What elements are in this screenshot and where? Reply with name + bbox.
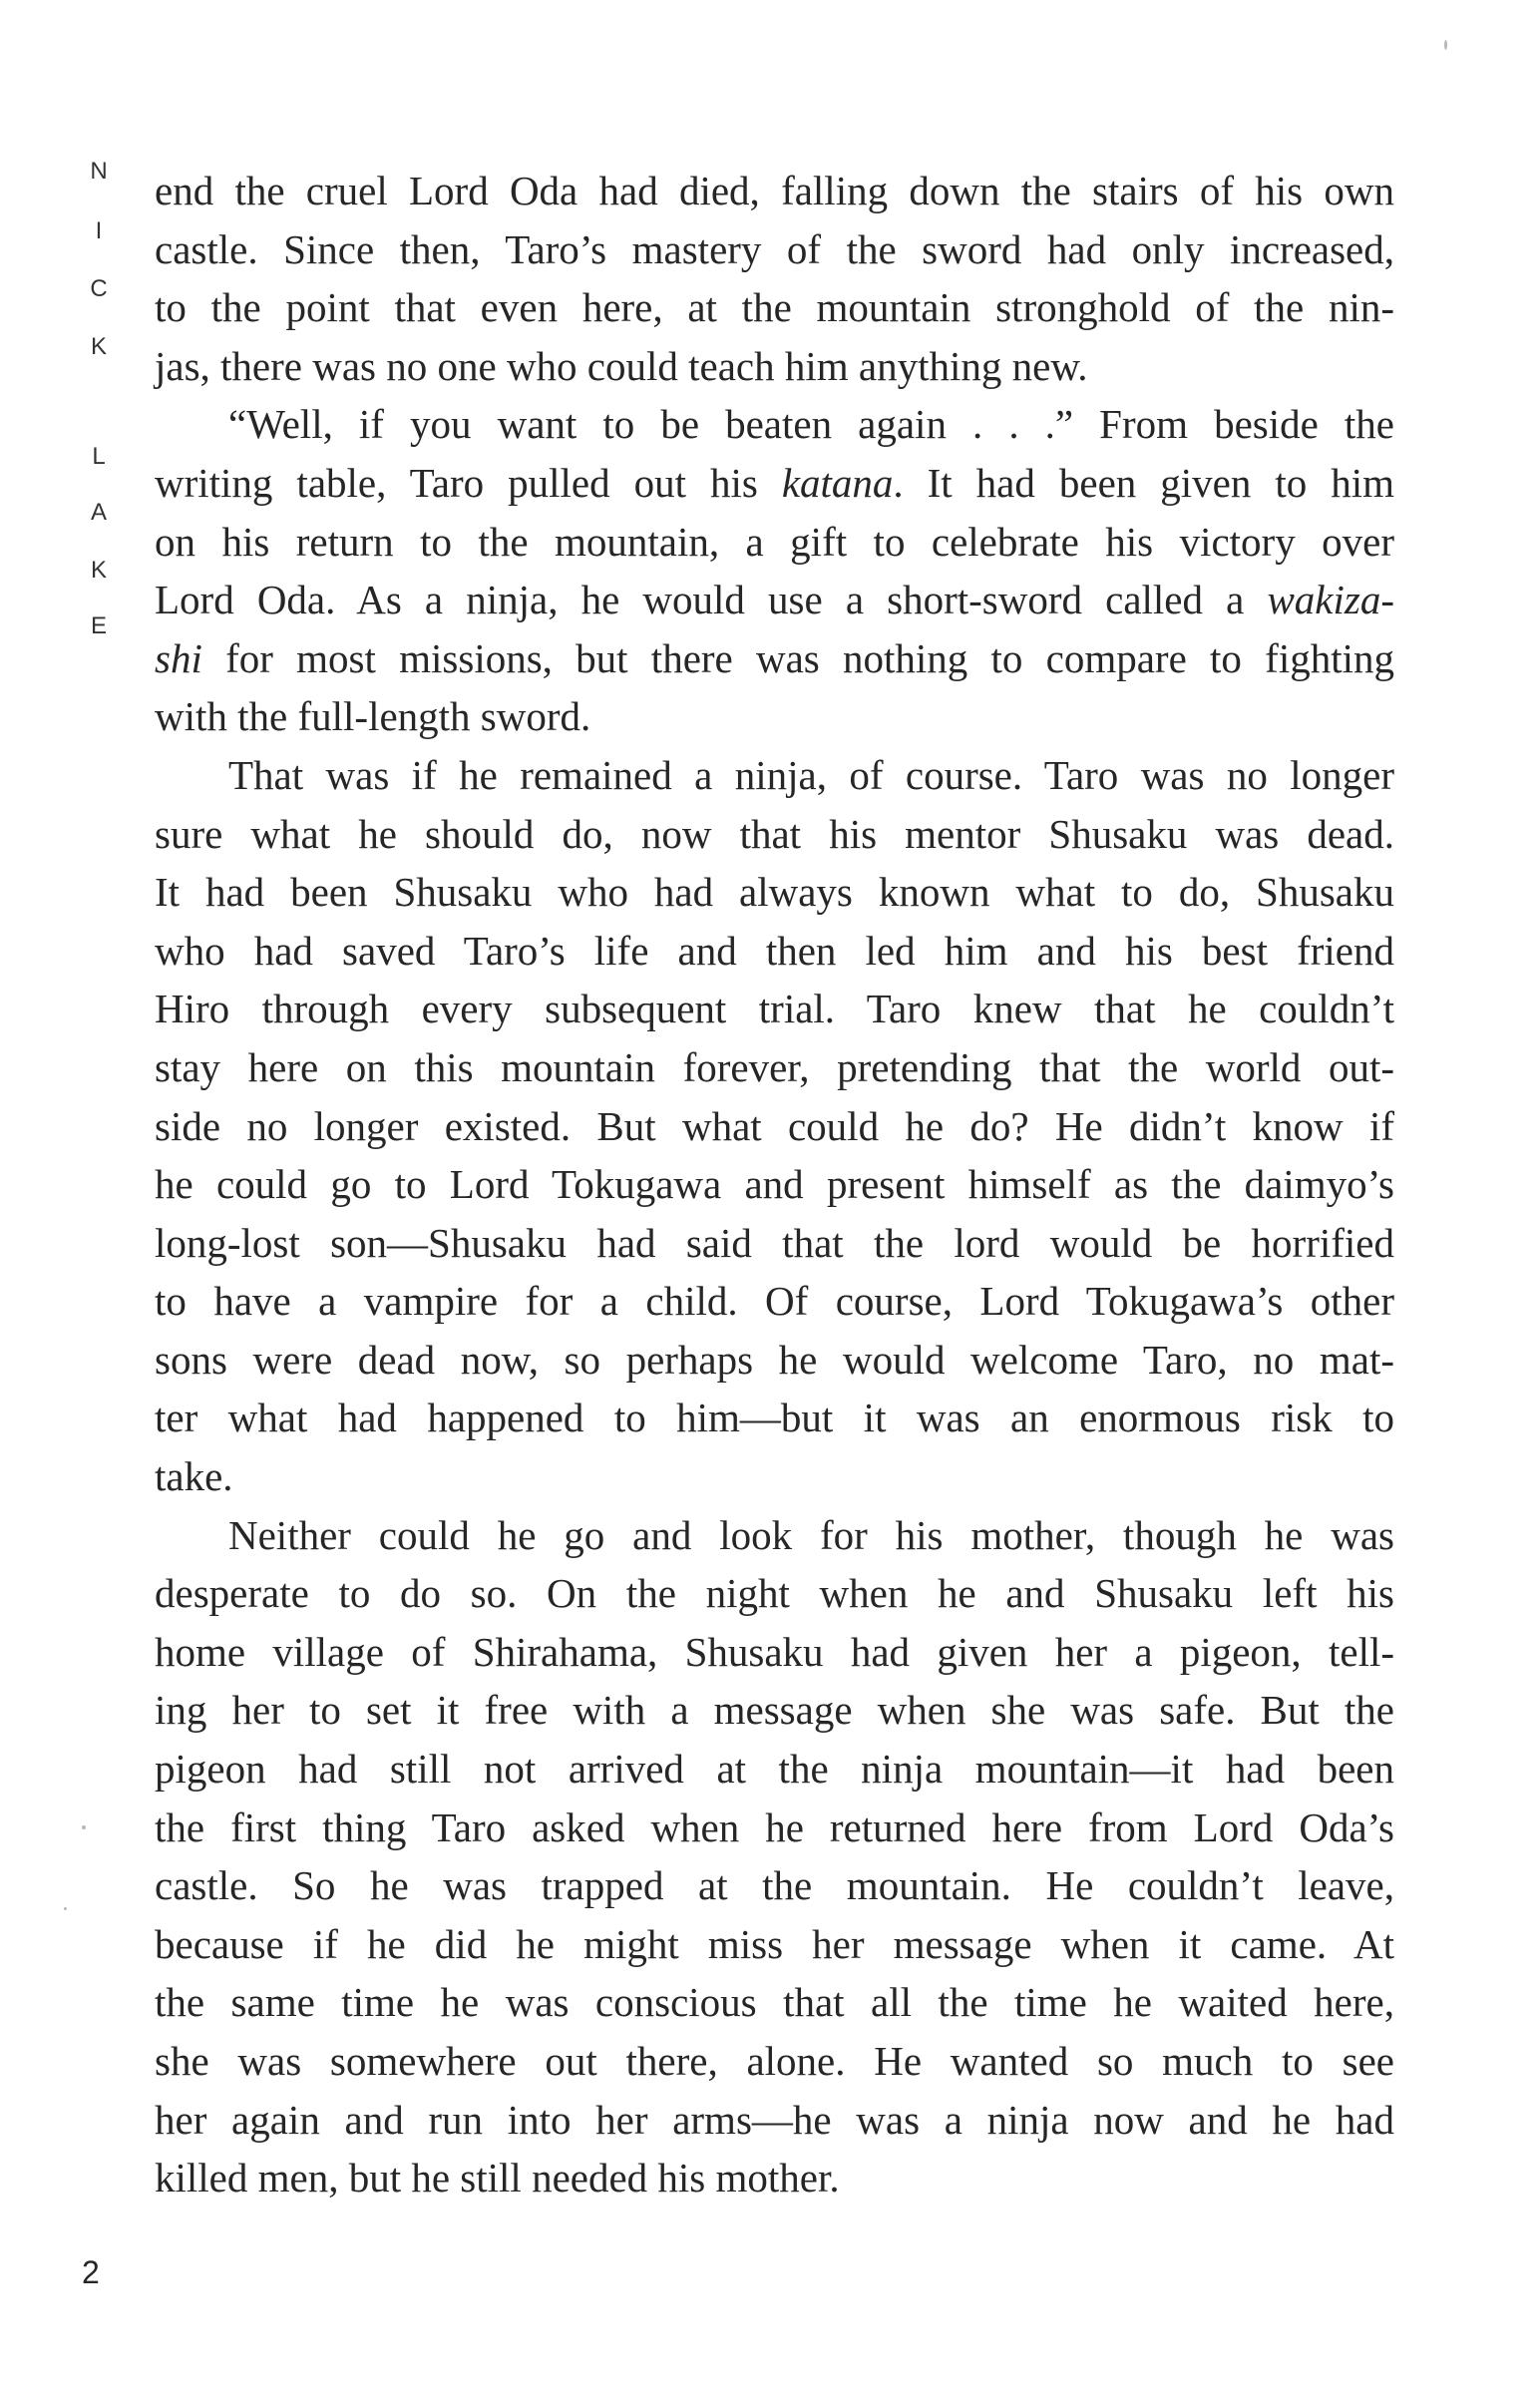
italic-term-wakizashi-part1: wakiza- <box>1267 577 1394 623</box>
text-line: That was if he remained a ninja, of course. Taro was no longer <box>228 751 1394 798</box>
text-line: It had been Shusaku who had always known what to do, Shusaku <box>155 869 1394 916</box>
text-line: he could go to Lord Tokugawa and present himself as the daimyo’s <box>155 1161 1394 1208</box>
text-line: side no longer existed. But what could he do? He didn’t know if <box>155 1102 1394 1149</box>
scan-speck <box>1444 40 1447 50</box>
text-line: desperate to do so. On the night when he and Shusaku left his <box>155 1570 1394 1617</box>
text-line: to have a vampire for a child. Of course, Lord Tokugawa’s other <box>155 1278 1394 1325</box>
running-head-letter: K <box>90 557 107 584</box>
text-line: ing her to set it free with a message when she was safe. But the <box>155 1687 1394 1734</box>
text-line <box>155 571 1394 629</box>
text-line: sure what he should do, now that his mentor Shusaku was dead. <box>155 810 1394 857</box>
text-line: her again and run into her arms—he was a ninja now and he had <box>155 2096 1394 2143</box>
paragraph-3 <box>155 746 1394 1506</box>
text-run: for most missions, but there was nothing to compare to fighting <box>201 634 1394 681</box>
text-line: sons were dead now, so perhaps he would welcome Taro, no mat- <box>155 1336 1394 1383</box>
text-line: Neither could he go and look for his mother, though he was <box>228 1511 1394 1558</box>
text-line: home village of Shirahama, Shusaku had given her a pigeon, tell- <box>155 1628 1394 1675</box>
scan-speck <box>64 1907 67 1910</box>
text-line <box>155 454 1394 513</box>
running-head-letter: C <box>90 275 108 302</box>
paragraph-4 <box>155 1506 1394 2207</box>
text-line: pigeon had still not arrived at the ninja mountain—it had been <box>155 1746 1394 1793</box>
paragraph-1 <box>155 162 1394 395</box>
text-line: stay here on this mountain forever, pretending that the world out- <box>155 1043 1394 1090</box>
text-line: Hiro through every subsequent trial. Taro knew that he couldn’t <box>155 986 1394 1032</box>
text-run: . It had been given to him <box>893 459 1394 506</box>
text-line: on his return to the mountain, a gift to celebrate his victory over <box>155 518 1394 565</box>
text-line <box>155 629 1394 688</box>
text-line: the same time he was conscious that all the time he waited here, <box>155 1979 1394 2026</box>
scan-speck <box>82 1825 86 1829</box>
text-line: with the full-length sword. <box>155 693 591 740</box>
text-line: “Well, if you want to be beaten again . . .” From beside the <box>228 401 1394 448</box>
text-line: to the point that even here, at the mountain stronghold of the nin- <box>155 284 1394 331</box>
paragraph-2 <box>155 395 1394 746</box>
running-head-letter: E <box>90 612 107 639</box>
text-run: Lord Oda. As a ninja, he would use a short-sword called a <box>155 577 1268 623</box>
text-line: end the cruel Lord Oda had died, falling down the stairs of his own <box>155 168 1394 213</box>
text-line: she was somewhere out there, alone. He wanted so much to see <box>155 2038 1394 2084</box>
text-line: castle. So he was trapped at the mountain. He couldn’t leave, <box>155 1862 1394 1909</box>
running-head-letter: K <box>90 333 107 360</box>
text-line: long-lost son—Shusaku had said that the lord would be horrified <box>155 1219 1394 1266</box>
text-line: the first thing Taro asked when he returned here from Lord Oda’s <box>155 1803 1394 1850</box>
text-line: because if he did he might miss her message when it came. At <box>155 1920 1394 1967</box>
text-line: killed men, but he still needed his mother. <box>155 2155 840 2201</box>
running-head-letter: L <box>92 443 106 470</box>
text-line: who had saved Taro’s life and then led him and his best friend <box>155 927 1394 974</box>
text-line: jas, there was no one who could teach him anything new. <box>155 342 1088 389</box>
text-run: writing table, Taro pulled out his <box>155 459 782 506</box>
running-head-letter: N <box>90 158 108 185</box>
italic-term-katana: katana <box>781 459 894 506</box>
text-line: castle. Since then, Taro’s mastery of the sword had only increased, <box>155 225 1394 272</box>
running-head-letter: A <box>90 499 107 526</box>
page-number: 2 <box>82 2254 100 2290</box>
italic-term-wakizashi-part2: shi <box>155 634 202 681</box>
body-text <box>155 162 1394 2207</box>
running-head-letter: I <box>95 217 103 244</box>
text-line: ter what had happened to him—but it was an enormous risk to <box>155 1395 1394 1441</box>
text-line: take. <box>155 1453 233 1500</box>
